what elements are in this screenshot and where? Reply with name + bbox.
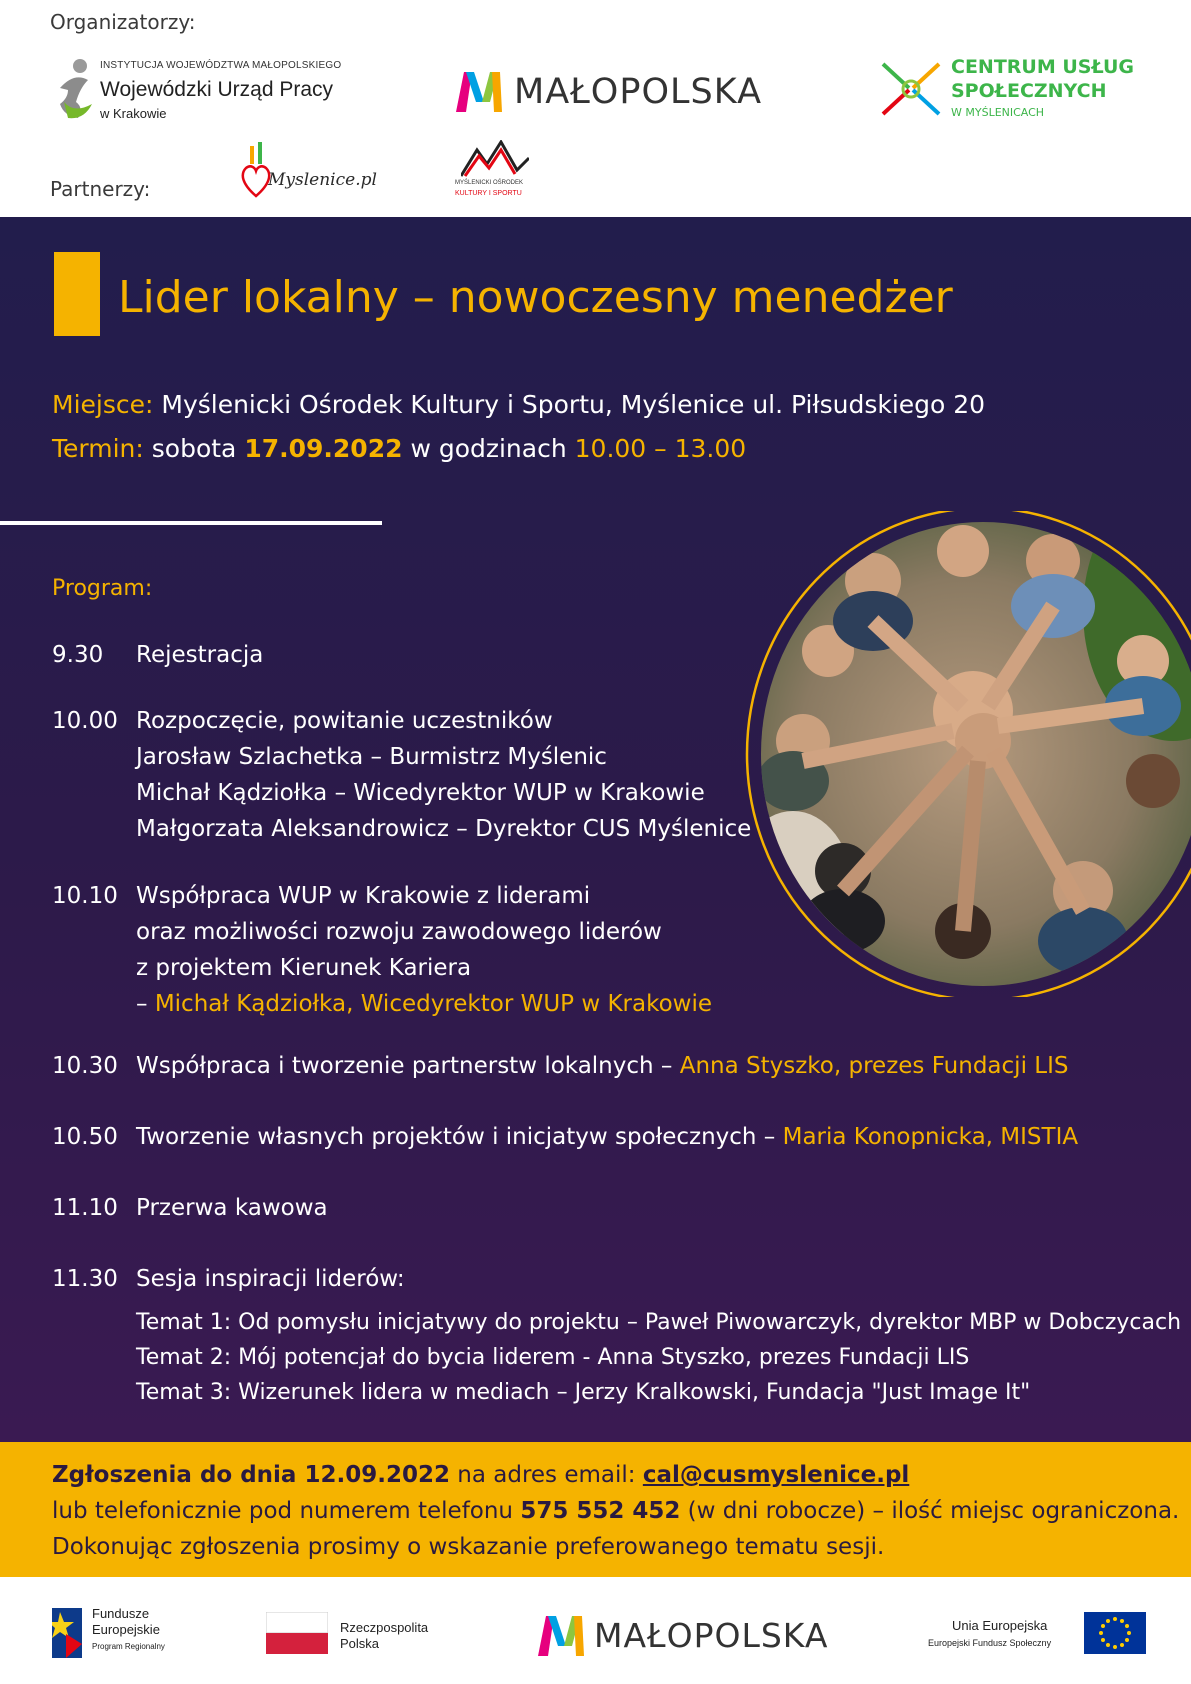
date-hours: 10.00 – 13.00	[574, 434, 747, 463]
moks-logo	[455, 140, 535, 204]
speaker-prefix: –	[136, 991, 155, 1017]
fe-line3: Program Regionalny	[92, 1642, 165, 1651]
date-value: 17.09.2022	[244, 434, 403, 463]
program-text-line	[136, 1048, 1068, 1084]
program-text: Rejestracja	[136, 642, 264, 668]
topic-item: Temat 3: Wizerunek lidera w mediach – Jerzy Kralkowski, Fundacja "Just Image It"	[136, 1380, 1031, 1405]
team-photo	[733, 511, 1191, 997]
registration-deadline: Zgłoszenia do dnia 12.09.2022	[52, 1462, 450, 1488]
fe-line2: Europejskie	[92, 1622, 160, 1637]
wup-institution: INSTYTUCJA WOJEWÓDZTWA MAŁOPOLSKIEGO	[100, 60, 342, 71]
date-mid: w godzinach	[410, 434, 567, 463]
registration-line1	[52, 1462, 909, 1488]
program-text: Jarosław Szlachetka – Burmistrz Myślenic	[136, 744, 607, 770]
program-text: Przerwa kawowa	[136, 1195, 328, 1221]
program-text: Sesja inspiracji liderów:	[136, 1266, 405, 1292]
program-label: Program:	[52, 576, 153, 601]
malopolska-text-bottom: MAŁOPOLSKA	[594, 1616, 829, 1655]
fe-star-icon	[52, 1604, 86, 1660]
myslenice-pl-logo	[240, 140, 377, 200]
rp-line1: Rzeczpospolita	[340, 1620, 429, 1635]
program-speaker: Anna Styszko, prezes Fundacji LIS	[679, 1053, 1069, 1079]
fe-line1: Fundusze	[92, 1606, 150, 1621]
topic-item: Temat 1: Od pomysłu inicjatywy do projektu – Paweł Piwowarczyk, dyrektor MBP w Dobczycach	[136, 1310, 1182, 1335]
cus-line1: CENTRUM USŁUG	[951, 56, 1135, 78]
wup-city: w Krakowie	[100, 106, 167, 121]
place-value: Myślenicki Ośrodek Kultury i Sportu, Myślenice ul. Piłsudskiego 20	[161, 390, 986, 419]
registration-email-prefix: na adres email:	[449, 1462, 643, 1488]
wup-figure-icon	[54, 58, 98, 120]
program-text: Rozpoczęcie, powitanie uczestników	[136, 708, 553, 734]
program-speaker-line	[136, 986, 712, 1022]
program-text: Małgorzata Aleksandrowicz – Dyrektor CUS Myślenice	[136, 816, 752, 842]
fe-logo	[52, 1604, 212, 1660]
malopolska-text: MAŁOPOLSKA	[514, 72, 763, 112]
wup-logo	[54, 58, 364, 120]
topic-item: Temat 2: Mój potencjał do bycia liderem - Anna Styszko, prezes Fundacji LIS	[136, 1345, 970, 1370]
program-text: z projektem Kierunek Kariera	[136, 955, 472, 981]
registration-line2	[52, 1498, 1179, 1524]
ue-logo	[928, 1610, 1138, 1660]
malopolska-logo-bottom	[538, 1616, 848, 1660]
program-time: 10.30	[52, 1053, 118, 1079]
program-text: Współpraca i tworzenie partnerstw lokalnych –	[136, 1053, 680, 1079]
program-text: Współpraca WUP w Krakowie z liderami	[136, 883, 591, 909]
program-time: 10.00	[52, 708, 118, 734]
rp-line2: Polska	[340, 1636, 380, 1651]
event-place	[52, 390, 985, 419]
program-time: 9.30	[52, 642, 104, 668]
divider-line	[0, 521, 382, 525]
malopolska-m-icon	[456, 72, 502, 112]
place-label: Miejsce:	[52, 390, 154, 419]
program-speaker: Michał Kądziołka, Wicedyrektor WUP w Krakowie	[154, 991, 713, 1017]
cus-line3: W MYŚLENICACH	[951, 106, 1045, 119]
moks-line2: KULTURY I SPORTU	[455, 190, 522, 197]
ue-line2: Europejski Fundusz Społeczny	[928, 1638, 1052, 1648]
eu-flag-icon	[1084, 1612, 1146, 1654]
team-hands-photo	[733, 511, 1191, 997]
myslenice-pl-text: Myslenice.pl	[268, 170, 377, 190]
registration-panel	[0, 1442, 1191, 1577]
malopolska-logo-top	[456, 72, 766, 114]
date-prefix: sobota	[151, 434, 237, 463]
cus-line2: SPOŁECZNYCH	[951, 80, 1107, 102]
registration-note: Dokonując zgłoszenia prosimy o wskazanie preferowanego tematu sesji.	[52, 1534, 885, 1560]
registration-phone-suffix: (w dni robocze) – ilość miejsc ograniczona.	[680, 1498, 1180, 1524]
program-text: Michał Kądziołka – Wicedyrektor WUP w Krakowie	[136, 780, 705, 806]
program-time: 10.10	[52, 883, 118, 909]
polish-flag-icon	[266, 1612, 328, 1654]
cus-logo	[879, 56, 1149, 122]
date-label: Termin:	[52, 434, 144, 463]
malopolska-m-icon	[538, 1616, 584, 1656]
event-title: Lider lokalny – nowoczesny menedżer	[118, 272, 953, 323]
registration-phone-prefix: lub telefonicznie pod numerem telefonu	[52, 1498, 521, 1524]
program-time: 10.50	[52, 1124, 118, 1150]
moks-line1: MYŚLENICKI OŚRODEK	[455, 180, 524, 186]
program-speaker: Maria Konopnicka, MISTIA	[782, 1124, 1079, 1150]
organizers-label: Organizatorzy:	[50, 10, 196, 34]
title-accent-bar	[54, 252, 100, 336]
program-text: Tworzenie własnych projektów i inicjatyw społecznych –	[136, 1124, 783, 1150]
mountains-icon	[461, 140, 529, 178]
rp-logo	[266, 1612, 466, 1656]
registration-email-link[interactable]: cal@cusmyslenice.pl	[642, 1462, 910, 1488]
registration-phone: 575 552 452	[520, 1498, 681, 1524]
event-date	[52, 434, 746, 463]
program-text-line	[136, 1119, 1078, 1155]
cus-hands-icon	[879, 58, 943, 120]
wup-name: Wojewódzki Urząd Pracy	[100, 78, 334, 101]
partners-label: Partnerzy:	[50, 177, 151, 201]
program-time: 11.10	[52, 1195, 118, 1221]
program-text: oraz możliwości rozwoju zawodowego liderów	[136, 919, 662, 945]
ue-line1: Unia Europejska	[952, 1618, 1048, 1633]
program-time: 11.30	[52, 1266, 118, 1292]
